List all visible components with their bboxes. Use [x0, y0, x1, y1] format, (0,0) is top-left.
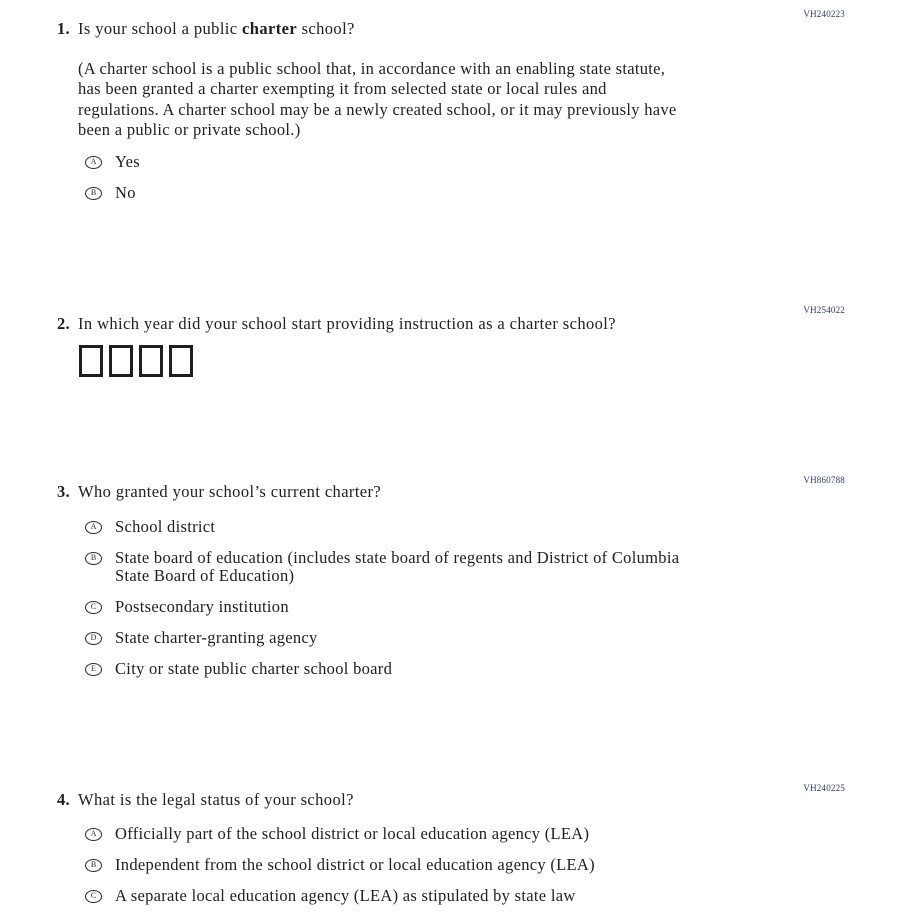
answer-label: City or state public charter school board: [115, 659, 393, 678]
year-digit-box-1[interactable]: [79, 345, 103, 377]
answer-option-b[interactable]: [85, 549, 679, 585]
answer-bubble-e[interactable]: E: [85, 663, 102, 676]
answer-bubble-c[interactable]: C: [85, 890, 102, 903]
question-code: VH860788: [803, 475, 845, 485]
answer-option-b[interactable]: [85, 856, 595, 874]
answer-label: Postsecondary institution: [115, 597, 289, 616]
answer-bubble-d[interactable]: D: [85, 632, 102, 645]
question-number: 3.: [57, 482, 70, 501]
year-digit-box-4[interactable]: [169, 345, 193, 377]
question-text: Who granted your school’s current charter?: [78, 482, 382, 501]
answer-bubble-a[interactable]: A: [85, 521, 102, 534]
answer-label: [115, 549, 679, 585]
answer-option-c[interactable]: [85, 887, 576, 905]
year-digit-box-2[interactable]: [109, 345, 133, 377]
answer-option-c[interactable]: [85, 598, 289, 616]
answer-label: Officially part of the school district or local education agency (LEA): [115, 824, 590, 843]
question-text: [78, 20, 355, 38]
question-note: [78, 59, 677, 141]
answer-label: Independent from the school district or local education agency (LEA): [115, 855, 595, 874]
question-text: What is the legal status of your school?: [78, 790, 354, 809]
answer-option-e[interactable]: [85, 660, 392, 678]
question-number: 2.: [57, 314, 70, 333]
note-line: has been granted a charter exempting it from selected state or local rules and: [78, 79, 607, 99]
answer-label: Yes: [115, 152, 140, 171]
answer-bubble-b[interactable]: B: [85, 552, 102, 565]
year-entry-boxes: [79, 345, 193, 377]
answer-option-yes[interactable]: [85, 153, 140, 171]
question-text-prefix: Is your school a public: [78, 19, 243, 38]
answer-label-line: State board of education (includes state board of regents and District of Columbia: [115, 548, 680, 567]
question-text: In which year did your school start providing instruction as a charter school?: [78, 314, 616, 333]
question-number: 1.: [57, 19, 70, 38]
question-code: VH240225: [803, 783, 845, 793]
answer-label: A separate local education agency (LEA) as stipulated by state law: [115, 886, 576, 905]
answer-label-line: State Board of Education): [115, 566, 295, 585]
answer-bubble-b[interactable]: B: [85, 187, 102, 200]
note-line: (A charter school is a public school that, in accordance with an enabling state statute,: [78, 59, 666, 78]
answer-label: No: [115, 183, 136, 202]
note-line: regulations. A charter school may be a newly created school, or it may previously have: [78, 99, 677, 119]
answer-option-a[interactable]: [85, 825, 589, 843]
question-code: VH254022: [803, 305, 845, 315]
answer-label: State charter-granting agency: [115, 628, 318, 647]
question-code: VH240223: [803, 9, 845, 19]
answer-option-a[interactable]: [85, 518, 215, 536]
answer-bubble-a[interactable]: A: [85, 156, 102, 169]
answer-option-no[interactable]: [85, 184, 136, 202]
answer-bubble-a[interactable]: A: [85, 828, 102, 841]
question-number: 4.: [57, 790, 70, 809]
note-line: been a public or private school.): [78, 120, 301, 140]
answer-option-d[interactable]: [85, 629, 318, 647]
question-text-bold: charter: [242, 19, 298, 38]
answer-label: School district: [115, 517, 216, 536]
year-digit-box-3[interactable]: [139, 345, 163, 377]
answer-bubble-c[interactable]: C: [85, 601, 102, 614]
question-text-suffix: school?: [297, 19, 355, 38]
answer-bubble-b[interactable]: B: [85, 859, 102, 872]
